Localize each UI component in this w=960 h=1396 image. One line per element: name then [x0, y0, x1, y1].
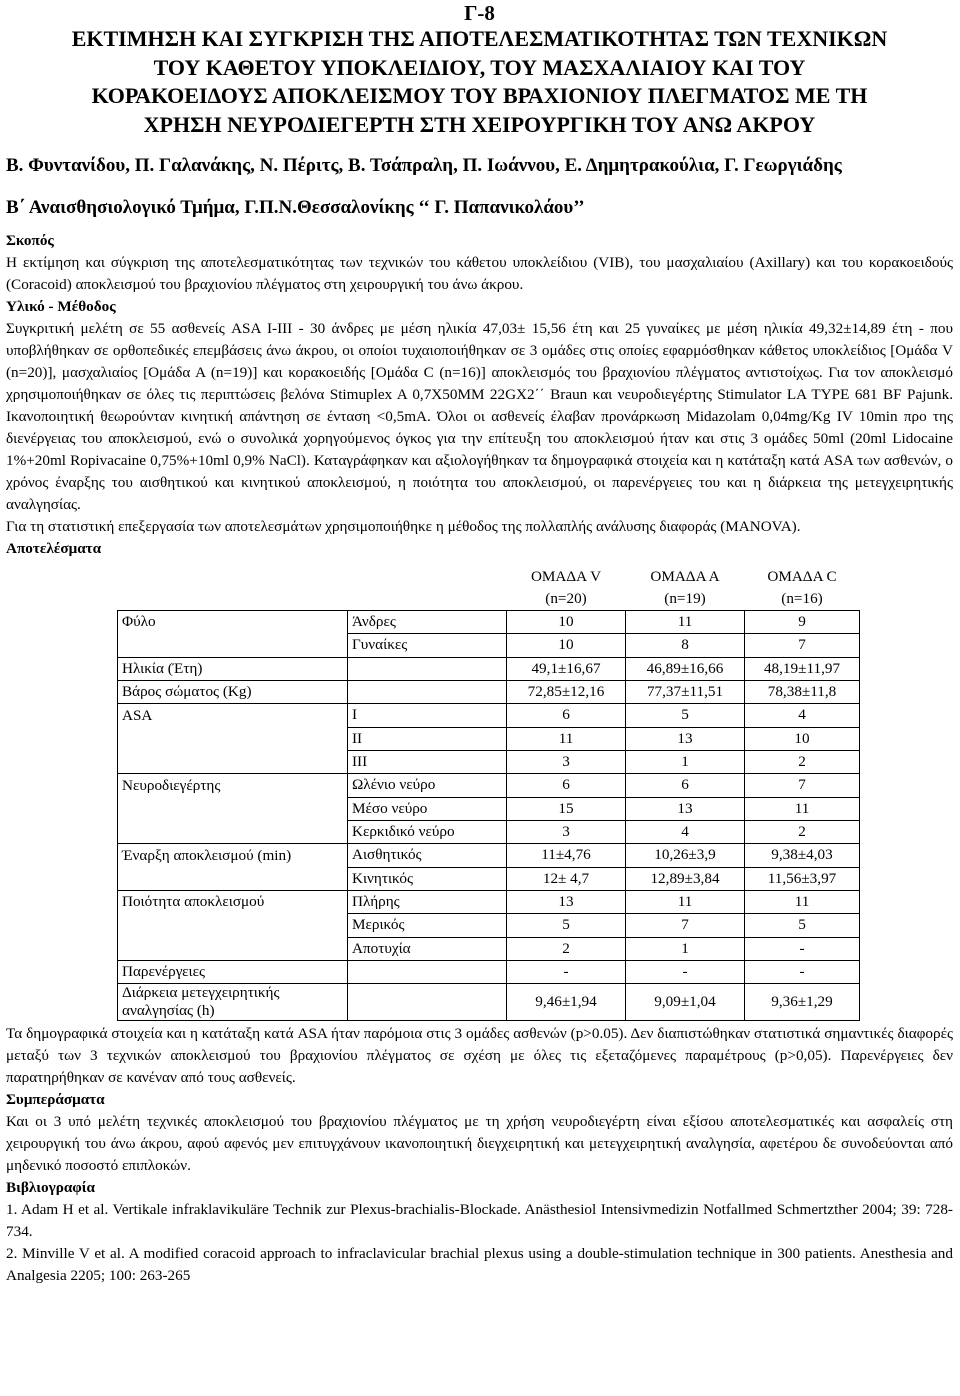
row-sub-label: ΙΙΙ: [348, 750, 507, 773]
value-group-v: 12± 4,7: [507, 867, 626, 890]
value-group-v: 3: [507, 750, 626, 773]
value-group-a: 1: [626, 750, 745, 773]
row-sub-label: Αποτυχία: [348, 937, 507, 960]
title-line: ΧΡΗΣΗ ΝΕΥΡΟΔΙΕΓΕΡΤΗ ΣΤΗ ΧΕΙΡΟΥΡΓΙΚΗ ΤΟΥ ΑΝΩ ΑΚΡΟΥ: [143, 112, 816, 138]
row-sub-label: Ι: [348, 704, 507, 727]
table-row: [118, 657, 860, 680]
value-group-v: -: [507, 960, 626, 983]
value-group-c: 11,56±3,97: [745, 867, 860, 890]
methods-statistics-text: Για τη στατιστική επεξεργασία των αποτελεσμάτων χρησιμοποιήθηκε η μέθοδος της πολλαπλής ανάλυσης διαφοράς (MANOVA).: [6, 517, 801, 535]
row-group-label: [118, 867, 348, 890]
table-row: [118, 890, 860, 913]
value-group-v: 10: [507, 634, 626, 657]
value-group-c: 7: [745, 774, 860, 797]
header-n: (n=16): [781, 589, 823, 607]
value-group-v: 49,1±16,67: [507, 657, 626, 680]
value-group-a: 5: [626, 704, 745, 727]
table-row: [118, 797, 860, 820]
value-group-a: 11: [626, 610, 745, 633]
value-group-a: 1: [626, 937, 745, 960]
results-text: Τα δημογραφικά στοιχεία και η κατάταξη κατά ASA ήταν παρόμοια στις 3 ομάδες ασθενών (p>0.05). Δεν διαπιστώθηκαν στατιστικά σημαντικές διαφορές μεταξύ των 3 τεχνικών αποκλεισμού του βραχιονίου πλέγματος σε σχέση με όλες τις εξεταζόμενες παραμέτρους (p>0,05). Παρενέργειες δεν παρατηρήθηκαν σε κανέναν από τους ασθενείς.: [6, 1025, 953, 1087]
row-sub-label: [348, 680, 507, 703]
value-group-v: 9,46±1,94: [507, 984, 626, 1021]
row-sub-label: [348, 984, 507, 1021]
header-group-c: [745, 566, 860, 611]
value-group-a: 13: [626, 797, 745, 820]
row-sub-label: Άνδρες: [348, 610, 507, 633]
value-group-c: 2: [745, 820, 860, 843]
row-group-label: [118, 750, 348, 773]
value-group-v: 11±4,76: [507, 844, 626, 867]
methods-text: Συγκριτική μελέτη σε 55 ασθενείς ASA I-III - 30 άνδρες με μέση ηλικία 47,03± 15,56 έτη και 25 γυναίκες με μέση ηλικία 49,32±14,89 έτη - που υποβλήθηκαν σε ορθοπεδικές επεμβάσεις άνω άκρου, οι οποίοι τυχαιοποιήθηκαν σε 3 ομάδες στις οποίες εφαρμόσθηκαν κάθετος υποκλείδιος [Ομάδα V (n=20)], μασχαλιαίος [Ομάδα Α (n=19)] και κορακοειδής [Ομάδα C (n=16)] αποκλεισμός του βραχιονίου πλέγματος αντιστοίχως. Για τον αποκλεισμό χρησιμοποιήθηκαν σε όλες τις περιπτώσεις βελόνα Stimuplex A 0,7X50MM 22GX2΄΄ Braun και νευροδιεγέρτης Stimulator LA TYPE 681 BF Pajunk. Ικανοποιητική θεωρούνταν κινητική απάντηση σε ένταση <0,5mA. Όλοι οι ασθενείς έλαβαν προνάρκωση Midazolam 0,04mg/Kg IV 10min προ της διενέργειας του αποκλεισμού, ενώ ο συνολικά χορηγούμενος όγκος για την επίτευξη του αποκλεισμού ήταν και στις 3 ομάδες 50ml (20ml Lidocaine 1%+20ml Ropivacaine 0,75%+10ml 0,9% NaCl). Καταγράφηκαν και αξιολογήθηκαν τα δημογραφικά στοιχεία και η κατάταξη κατά ASA των ασθενών, ο χρόνος έναρξης του αισθητικού και κινητικού αποκλεισμού, η ποιότητα του αποκλεισμού, οι παρενέργειες του και η διάρκεια της μετεγχειρητικής αναλγησίας.: [6, 319, 953, 513]
table-row: [118, 680, 860, 703]
header-n: (n=19): [664, 589, 706, 607]
header-label: ΟΜΑΔΑ V: [530, 567, 602, 585]
table-row: [118, 937, 860, 960]
row-group-label: Ποιότητα αποκλεισμού: [118, 890, 348, 913]
value-group-c: 48,19±11,97: [745, 657, 860, 680]
value-group-c: -: [745, 960, 860, 983]
row-sub-label: Μερικός: [348, 914, 507, 937]
value-group-c: 5: [745, 914, 860, 937]
table-row: [118, 960, 860, 983]
value-group-v: 6: [507, 704, 626, 727]
department: Β΄ Αναισθησιολογικό Τμήμα, Γ.Π.Ν.Θεσσαλονίκης ‘‘ Γ. Παπανικολάου’’: [6, 196, 585, 218]
title-line: ΚΟΡΑΚΟΕΙΔΟΥΣ ΑΠΟΚΛΕΙΣΜΟΥ ΤΟΥ ΒΡΑΧΙΟΝΙΟΥ ΠΛΕΓΜΑΤΟΣ ΜΕ ΤΗ: [91, 83, 868, 109]
value-group-c: 9: [745, 610, 860, 633]
results-heading: Αποτελέσματα: [6, 539, 102, 557]
row-sub-label: Πλήρης: [348, 890, 507, 913]
references-heading: Βιβλιογραφία: [6, 1179, 95, 1197]
row-group-label: ASA: [118, 704, 348, 727]
value-group-c: 11: [745, 890, 860, 913]
row-group-label: Νευροδιεγέρτης: [118, 774, 348, 797]
header-group-a: [626, 566, 745, 611]
table-row: [118, 844, 860, 867]
row-group-label: [118, 914, 348, 937]
value-group-v: 13: [507, 890, 626, 913]
value-group-v: 5: [507, 914, 626, 937]
row-sub-label: Μέσο νεύρο: [348, 797, 507, 820]
value-group-v: 3: [507, 820, 626, 843]
row-sub-label: Γυναίκες: [348, 634, 507, 657]
value-group-a: -: [626, 960, 745, 983]
title-line: ΤΟΥ ΚΑΘΕΤΟΥ ΥΠΟΚΛΕΙΔΙΟΥ, ΤΟΥ ΜΑΣΧΑΛΙΑΙΟΥ ΚΑΙ ΤΟΥ: [153, 54, 806, 80]
value-group-c: 7: [745, 634, 860, 657]
row-sub-label: Αισθητικός: [348, 844, 507, 867]
reference-item: 2. Minville V et al. A modified coracoid approach to infraclavicular brachial plexus using a double-stimulation technique in 300 patients. Anesthesia and Analgesia 2205; 100: 263-265: [6, 1245, 953, 1285]
table-row: [118, 634, 860, 657]
row-group-label: Φύλο: [118, 610, 348, 633]
value-group-a: 7: [626, 914, 745, 937]
row-group-label: [118, 797, 348, 820]
methods-heading: Υλικό - Μέθοδος: [6, 297, 116, 315]
row-group-label: Ηλικία (Έτη): [118, 657, 348, 680]
value-group-a: 10,26±3,9: [626, 844, 745, 867]
table-header-row: [118, 566, 860, 611]
row-group-label: Βάρος σώματος (Kg): [118, 680, 348, 703]
row-sub-label: Κινητικός: [348, 867, 507, 890]
results-table: [117, 566, 860, 1022]
header-empty: [118, 566, 348, 611]
abstract-title: [6, 25, 953, 140]
value-group-v: 6: [507, 774, 626, 797]
value-group-a: 6: [626, 774, 745, 797]
table-row: [118, 914, 860, 937]
value-group-a: 9,09±1,04: [626, 984, 745, 1021]
row-group-label: Παρενέργειες: [118, 960, 348, 983]
value-group-a: 46,89±16,66: [626, 657, 745, 680]
header-group-v: [507, 566, 626, 611]
value-group-c: 10: [745, 727, 860, 750]
row-group-label: [118, 820, 348, 843]
header-label: ΟΜΑΔΑ C: [767, 567, 837, 585]
value-group-c: 78,38±11,8: [745, 680, 860, 703]
table-row: [118, 984, 860, 1021]
value-group-c: 9,38±4,03: [745, 844, 860, 867]
value-group-c: 2: [745, 750, 860, 773]
title-line: ΕΚΤΙΜΗΣΗ ΚΑΙ ΣΥΓΚΡΙΣΗ ΤΗΣ ΑΠΟΤΕΛΕΣΜΑΤΙΚΟΤΗΤΑΣ ΤΩΝ ΤΕΧΝΙΚΩΝ: [71, 26, 888, 51]
header-n: (n=20): [545, 589, 587, 607]
header-label: ΟΜΑΔΑ Α: [650, 567, 720, 585]
row-sub-label: ΙΙ: [348, 727, 507, 750]
row-sub-label: [348, 657, 507, 680]
value-group-a: 12,89±3,84: [626, 867, 745, 890]
row-sub-label: Κερκιδικό νεύρο: [348, 820, 507, 843]
row-sub-label: [348, 960, 507, 983]
value-group-a: 77,37±11,51: [626, 680, 745, 703]
row-sub-label: Ωλένιο νεύρο: [348, 774, 507, 797]
row-group-label: Έναρξη αποκλεισμού (min): [118, 844, 348, 867]
table-row: [118, 704, 860, 727]
value-group-v: 10: [507, 610, 626, 633]
row-group-label: Διάρκεια μετεγχειρητικής αναλγησίας (h): [118, 984, 348, 1021]
row-group-label: [118, 727, 348, 750]
authors: Β. Φυντανίδου, Π. Γαλανάκης, Ν. Πέριτς, Β. Τσάπραλη, Π. Ιωάννου, Ε. Δημητρακούλια, Γ. Γεωργιάδης: [6, 154, 842, 176]
value-group-v: 11: [507, 727, 626, 750]
value-group-v: 2: [507, 937, 626, 960]
objective-heading: Σκοπός: [6, 231, 54, 249]
value-group-v: 15: [507, 797, 626, 820]
conclusions-text: Και οι 3 υπό μελέτη τεχνικές αποκλεισμού του βραχιονίου πλέγματος με τη χρήση νευροδιεγέρτη είναι εξίσου αποτελεσματικές και ασφαλείς στη χειρουργική του άνω άκρου, αφού αφενός μεν επιτυγχάνουν ικανοποιητική διεγχειρητική και μετεγχειρητική αναλγησία, αφετέρου δε συνοδεύονται από μηδενικό ποσοστό επιπλοκών.: [6, 1113, 953, 1175]
table-row: [118, 750, 860, 773]
reference-item: 1. Adam H et al. Vertikale infraklavikuläre Technik zur Plexus-brachialis-Blockade. Anästhesiol Intensivmedizin Notfallmed Schmertzther 2004; 39: 728-734.: [6, 1201, 953, 1241]
conclusions-heading: Συμπεράσματα: [6, 1091, 105, 1109]
table-row: [118, 820, 860, 843]
objective-text: Η εκτίμηση και σύγκριση της αποτελεσματικότητας των τεχνικών του κάθετου υποκλείδιου (VIB), του μασχαλιαίου (Axillary) και του κορακοειδούς (Coracoid) αποκλεισμού του βραχιονίου πλέγματος στη χειρουργική του άνω άκρου.: [6, 253, 953, 293]
table-row: [118, 727, 860, 750]
value-group-a: 4: [626, 820, 745, 843]
table-row: [118, 774, 860, 797]
value-group-c: 11: [745, 797, 860, 820]
header-empty: [348, 566, 507, 611]
value-group-c: 9,36±1,29: [745, 984, 860, 1021]
row-group-label: [118, 634, 348, 657]
value-group-a: 8: [626, 634, 745, 657]
value-group-v: 72,85±12,16: [507, 680, 626, 703]
row-group-label: [118, 937, 348, 960]
page-code: Γ-8: [464, 1, 495, 25]
value-group-c: 4: [745, 704, 860, 727]
table-row: [118, 867, 860, 890]
value-group-c: -: [745, 937, 860, 960]
value-group-a: 11: [626, 890, 745, 913]
table-row: [118, 610, 860, 633]
value-group-a: 13: [626, 727, 745, 750]
